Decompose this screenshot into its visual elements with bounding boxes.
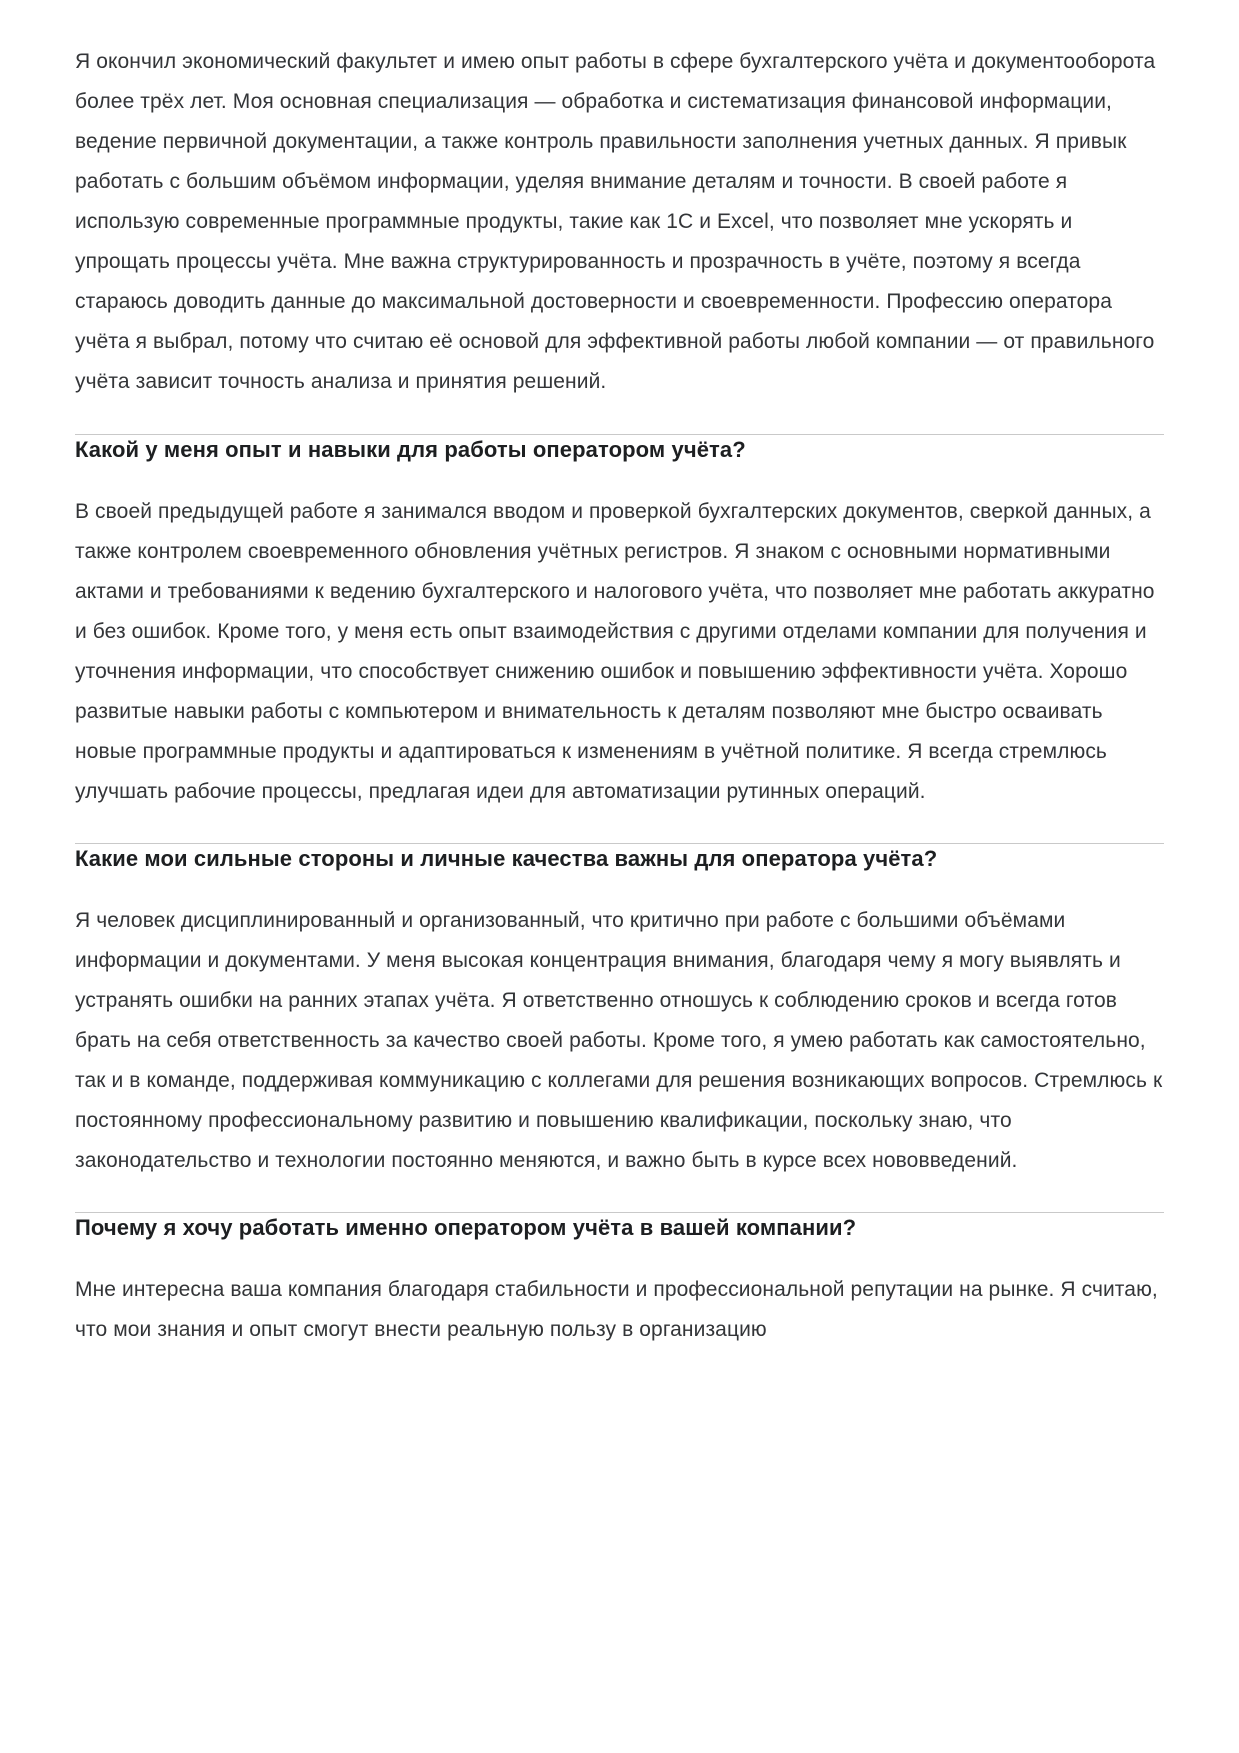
intro-paragraph: Я окончил экономический факультет и имею опыт работы в сфере бухгалтерского учёта и документооборота более трёх лет. Моя основная специализация — обработка и систематизация финансовой информации, ведение первичной документации, а также контроль правильности заполнения учетных данных. Я привык работать с большим объёмом информации, уделяя внимание деталям и точности. В своей работе я использую современные программные продукты, такие как 1С и Excel, что позволяет мне ускорять и упрощать процессы учёта. Мне важна структурированность и прозрачность в учёте, поэтому я всегда стараюсь доводить данные до максимальной достоверности и своевременности. Профессию оператора учёта я выбрал, потому что считаю её основой для эффективной работы любой компании — от правильного учёта зависит точность анализа и принятия решений. (75, 50, 1156, 393)
section-paragraph-strengths: Я человек дисциплинированный и организованный, что критично при работе с большими объёмами информации и документами. У меня высокая концентрация внимания, благодаря чему я могу выявлять и устранять ошибки на ранних этапах учёта. Я ответственно отношусь к соблюдению сроков и всегда готов брать на себя ответственность за качество своей работы. Кроме того, я умею работать как самостоятельно, так и в команде, поддерживая коммуникацию с коллегами для решения возникающих вопросов. Стремлюсь к постоянному профессиональному развитию и повышению квалификации, поскольку знаю, что законодательство и технологии постоянно меняются, и важно быть в курсе всех нововведений. (75, 909, 1163, 1172)
section-paragraph-motivation: Мне интересна ваша компания благодаря стабильности и профессиональной репутации на рынке. Я считаю, что мои знания и опыт смогут внести реальную пользу в организацию (75, 1278, 1158, 1341)
section-heading-experience: Какой у меня опыт и навыки для работы оператором учёта? (75, 437, 746, 462)
section-paragraph-experience: В своей предыдущей работе я занимался вводом и проверкой бухгалтерских документов, сверкой данных, а также контролем своевременного обновления учётных регистров. Я знаком с основными нормативными актами и требованиями к ведению бухгалтерского и налогового учёта, что позволяет мне работать аккуратно и без ошибок. Кроме того, у меня есть опыт взаимодействия с другими отделами компании для получения и уточнения информации, что способствует снижению ошибок и повышению эффективности учёта. Хорошо развитые навыки работы с компьютером и внимательность к деталям позволяют мне быстро осваивать новые программные продукты и адаптироваться к изменениям в учётной политике. Я всегда стремлюсь улучшать рабочие процессы, предлагая идеи для автоматизации рутинных операций. (75, 500, 1155, 803)
section-heading-motivation: Почему я хочу работать именно оператором учёта в вашей компании? (75, 1215, 857, 1240)
section-heading-strengths: Какие мои сильные стороны и личные качества важны для оператора учёта? (75, 846, 938, 871)
